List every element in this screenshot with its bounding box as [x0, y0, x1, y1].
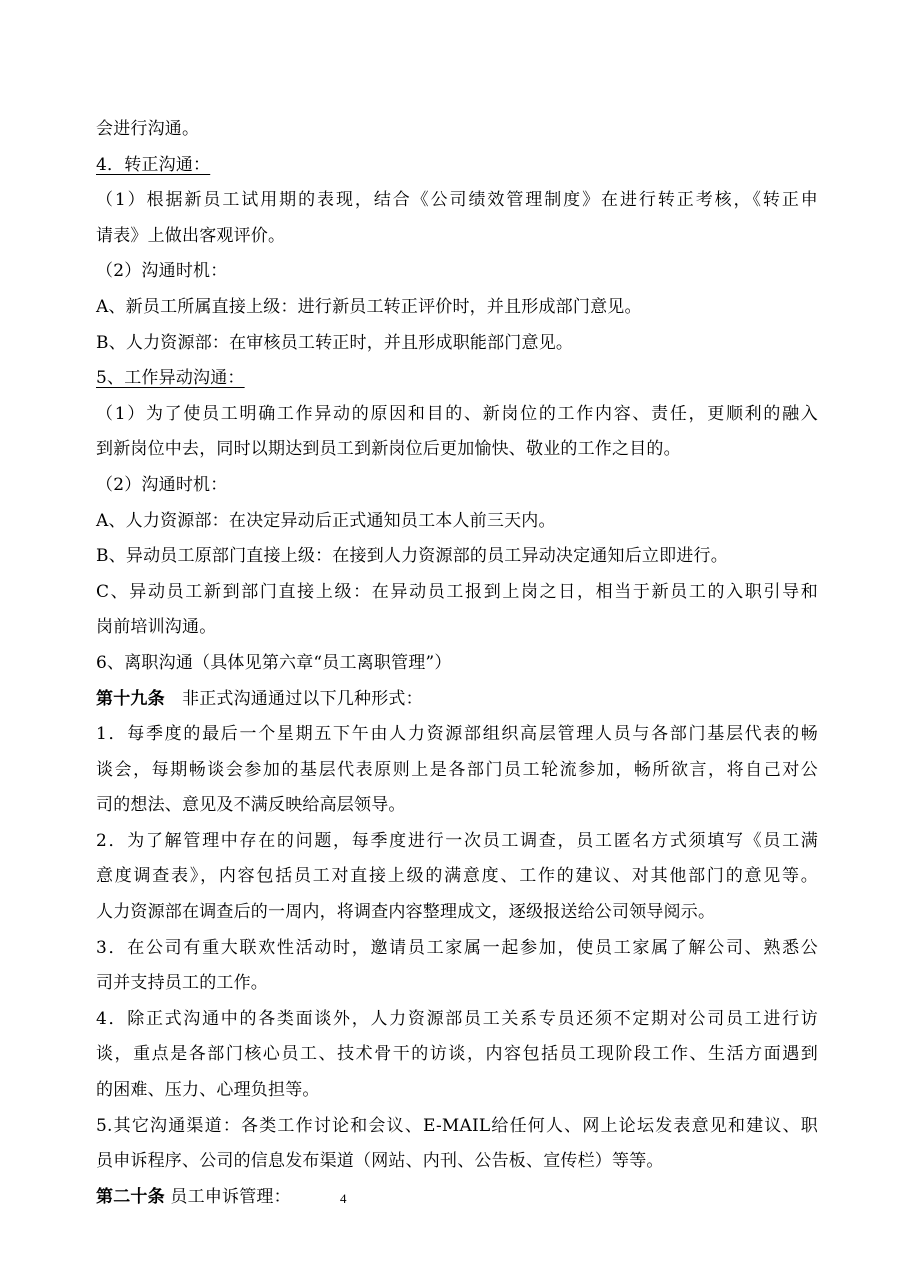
line-text: 会进行沟通。: [96, 119, 200, 139]
line-text: 5.其它沟通渠道：各类工作讨论和会议、E-MAIL给任何人、网上论坛发表意见和建议、职: [96, 1115, 818, 1136]
text-line: [96, 859, 818, 895]
line-text: C、异动员工新到部门直接上级：在异动员工报到上岗之日，相当于新员工的入职引导和: [96, 581, 818, 602]
line-text: 请表》上做出客观评价。: [96, 225, 286, 246]
line-text: （1）根据新员工试用期的表现，结合《公司绩效管理制度》在进行转正考核，《转正申: [96, 190, 818, 211]
document-body: [96, 112, 818, 1215]
text-line: [96, 610, 818, 646]
line-text: 司并支持员工的工作。: [96, 973, 268, 994]
line-text: A、人力资源部：在决定异动后正式通知员工本人前三天内。: [96, 510, 556, 531]
text-line: [96, 539, 818, 575]
text-line: [96, 432, 818, 468]
text-line: [96, 326, 818, 362]
line-text: 员申诉程序、公司的信息发布渠道（网站、内刊、公告板、宣传栏）等等。: [96, 1151, 664, 1172]
line-text: （1）为了使员工明确工作异动的原因和目的、新岗位的工作内容、责任，更顺利的融入: [96, 403, 818, 424]
text-line: [96, 1144, 818, 1180]
text-line: [96, 504, 818, 540]
text-line: [96, 575, 818, 611]
article-heading-line: [96, 682, 818, 718]
text-line: [96, 895, 818, 931]
line-text: 谈会，每期畅谈会参加的基层代表原则上是各部门员工轮流参加，畅所欲言，将自己对公: [96, 759, 818, 780]
text-line: [96, 219, 818, 255]
text-line: [96, 1037, 818, 1073]
line-text: 1．每季度的最后一个星期五下午由人力资源部组织高层管理人员与各部门基层代表的畅: [96, 724, 818, 745]
line-text: 岗前培训沟通。: [96, 617, 217, 638]
article-title: 第十九条: [96, 688, 165, 709]
text-line: [96, 290, 818, 326]
text-line: [96, 788, 818, 824]
line-text: 的困难、压力、心理负担等。: [96, 1080, 320, 1101]
text-line: [96, 1109, 818, 1145]
line-text: 到新岗位中去，同时以期达到员工到新岗位后更加愉快、敬业的工作之目的。: [96, 439, 681, 460]
section-heading: 4．转正沟通：: [96, 154, 211, 175]
line-text: 人力资源部在调查后的一周内，将调查内容整理成文，逐级报送给公司领导阅示。: [96, 902, 716, 923]
line-text: （2）沟通时机：: [96, 261, 228, 282]
line-text: 4．除正式沟通中的各类面谈外，人力资源部员工关系专员还须不定期对公司员工进行访: [96, 1008, 818, 1029]
text-line: [96, 646, 818, 682]
text-line: [96, 824, 818, 860]
article-body: 非正式沟通通过以下几种形式：: [164, 688, 423, 709]
text-line: [96, 112, 818, 148]
article-title: 第二十条: [96, 1186, 165, 1207]
text-line: [96, 1002, 818, 1038]
text-line: [96, 468, 818, 504]
text-line: [96, 361, 818, 397]
text-line: [96, 717, 818, 753]
line-text: 6、离职沟通（具体见第六章“员工离职管理”）: [96, 652, 452, 673]
article-body: 员工申诉管理：: [164, 1186, 291, 1207]
text-line: [96, 753, 818, 789]
line-text: 3．在公司有重大联欢性活动时，邀请员工家属一起参加，使员工家属了解公司、熟悉公: [96, 937, 818, 958]
text-line: [96, 966, 818, 1002]
text-line: [96, 148, 818, 184]
line-text: A、新员工所属直接上级：进行新员工转正评价时，并且形成部门意见。: [96, 296, 642, 317]
line-text: 谈，重点是各部门核心员工、技术骨干的访谈，内容包括员工现阶段工作、生活方面遇到: [96, 1044, 818, 1065]
text-line: [96, 1073, 818, 1109]
line-text: 2．为了解管理中存在的问题，每季度进行一次员工调查，员工匿名方式须填写《员工满: [96, 830, 818, 851]
page-number: 4: [340, 1191, 347, 1206]
text-line: [96, 183, 818, 219]
section-heading: 5、工作异动沟通：: [96, 368, 245, 389]
text-line: [96, 397, 818, 433]
line-text: （2）沟通时机：: [96, 474, 228, 495]
text-line: [96, 931, 818, 967]
line-text: 意度调查表》，内容包括员工对直接上级的满意度、工作的建议、对其他部门的意见等。: [96, 866, 818, 887]
line-text: B、异动员工原部门直接上级：在接到人力资源部的员工异动决定通知后立即进行。: [96, 546, 728, 567]
line-text: 司的想法、意见及不满反映给高层领导。: [96, 795, 406, 816]
article-heading-line: [96, 1180, 818, 1216]
line-text: B、人力资源部：在审核员工转正时，并且形成职能部门意见。: [96, 332, 574, 353]
text-line: [96, 254, 818, 290]
